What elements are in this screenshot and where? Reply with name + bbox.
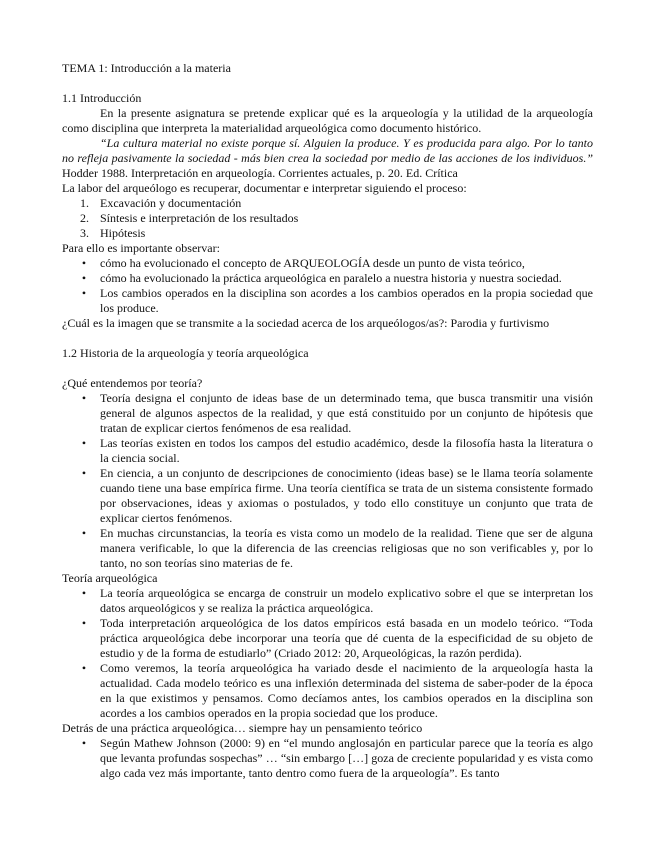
bullet-icon: • (81, 616, 87, 630)
section-heading-1-2: 1.2 Historia de la arqueología y teoría arqueológica (62, 346, 309, 360)
list-item: • Teoría designa el conjunto de ideas base de un determinado tema, que busca transmitir una visión general de algunos aspectos de la realidad, y que está constituido por un conjunto de hipótesis que tratan de explicar ciertos fenómenos de esa realidad. (62, 391, 593, 436)
quote-source: Hodder 1988. Interpretación en arqueología. Corrientes actuales, p. 20. Ed. Crítica (62, 166, 458, 180)
bullet-icon: • (81, 391, 87, 405)
theory-question: ¿Qué entendemos por teoría? (62, 376, 203, 390)
quote-text: “La cultura material no existe porque sí. Alguien la produce. Y es producida para algo. Por lo tanto no refleja pasivamente la sociedad - más bien crea la sociedad por medio de las acciones de los individuos.” (62, 136, 593, 165)
bullet-icon: • (81, 526, 87, 540)
list-item: 3. Hipótesis (80, 226, 146, 240)
observe-list (62, 256, 593, 316)
arch-theory-list (62, 586, 593, 721)
bullet-icon: • (81, 436, 87, 450)
list-item: • cómo ha evolucionado la práctica arqueológica en paralelo a nuestra historia y nuestra sociedad. (62, 271, 593, 286)
behind-heading: Detrás de una práctica arqueológica… siempre hay un pensamiento teórico (62, 721, 423, 735)
process-list (62, 196, 593, 241)
list-item: • Como veremos, la teoría arqueológica ha variado desde el nacimiento de la arqueología hasta la actualidad. Cada modelo teórico es una inflexión determinada del sistema de saber-poder de la época en la que existimos y pensamos. Como decíamos antes, los cambios operados en la disciplina son acordes a los cambios operados en la propia sociedad que los produce. (62, 661, 593, 721)
list-item: • Toda interpretación arqueológica de los datos empíricos está basada en un modelo teórico. “Toda práctica arqueológica debe incorporar una teoría que dé cuenta de la especificidad de su objeto de estudio y de la forma de estudiarlo” (Criado 2012: 20, Arqueológicas, la razón perdida). (62, 616, 593, 661)
bullet-icon: • (81, 586, 87, 600)
observe-paragraph: Para ello es importante observar: (62, 241, 220, 255)
intro-paragraph: En la presente asignatura se pretende explicar qué es la arqueología y la utilidad de la arqueología como disciplina que interpreta la materialidad arqueológica como documento histórico. (62, 106, 593, 135)
list-item: • En muchas circunstancias, la teoría es vista como un modelo de la realidad. Tiene que ser de alguna manera verificable, lo que la diferencia de las creencias religiosas que no son verificables y, por lo tanto, no son teorías sino materias de fe. (62, 526, 593, 571)
list-item: • Según Mathew Johnson (2000: 9) en “el mundo anglosajón en particular parece que la teoría es algo que levanta profundas sospechas” … “sin embargo […] goza de creciente popularidad y es vista como algo cada vez más importante, tanto dentro como fuera de la arqueología”. Es tanto (62, 736, 593, 781)
list-item: • En ciencia, a un conjunto de descripciones de conocimiento (ideas base) se le llama teoría solamente cuando tiene una base empírica firme. Una teoría científica se trata de un sistema consistente formado por observaciones, ideas y axiomas o postulados, y todo ello constituye un conjunto que trata de explicar ciertos fenómenos. (62, 466, 593, 526)
bullet-icon: • (81, 286, 87, 300)
bullet-icon: • (81, 661, 87, 675)
bullet-icon: • (81, 256, 87, 270)
bullet-icon: • (81, 466, 87, 480)
hodder-quote (62, 136, 593, 181)
list-item: • La teoría arqueológica se encarga de construir un modelo explicativo sobre el que se interpretan los datos arqueológicos y se realiza la práctica arqueológica. (62, 586, 593, 616)
arch-theory-heading: Teoría arqueológica (62, 571, 158, 585)
spacer (62, 76, 593, 91)
list-item: • cómo ha evolucionado el concepto de ARQUEOLOGÍA desde un punto de vista teórico, (62, 256, 593, 271)
behind-list (62, 736, 593, 781)
list-item: • Los cambios operados en la disciplina son acordes a los cambios operados en la propia sociedad que los produce. (62, 286, 593, 316)
bullet-icon: • (81, 271, 87, 285)
list-item: 1. Excavación y documentación (80, 196, 242, 210)
section-heading-1-1: 1.1 Introducción (62, 91, 142, 105)
theory-list (62, 391, 593, 571)
question-paragraph: ¿Cuál es la imagen que se transmite a la sociedad acerca de los arqueólogos/as?: Parodia y furtivismo (62, 316, 550, 330)
spacer (62, 331, 593, 346)
labor-paragraph: La labor del arqueólogo es recuperar, documentar e interpretar siguiendo el proceso: (62, 181, 467, 195)
list-item: • Las teorías existen en todos los campos del estudio académico, desde la filosofía hasta la literatura o la ciencia social. (62, 436, 593, 466)
spacer (62, 361, 593, 376)
list-item: 2. Síntesis e interpretación de los resultados (80, 211, 299, 225)
bullet-icon: • (81, 736, 87, 750)
document-title: TEMA 1: Introducción a la materia (62, 61, 231, 75)
